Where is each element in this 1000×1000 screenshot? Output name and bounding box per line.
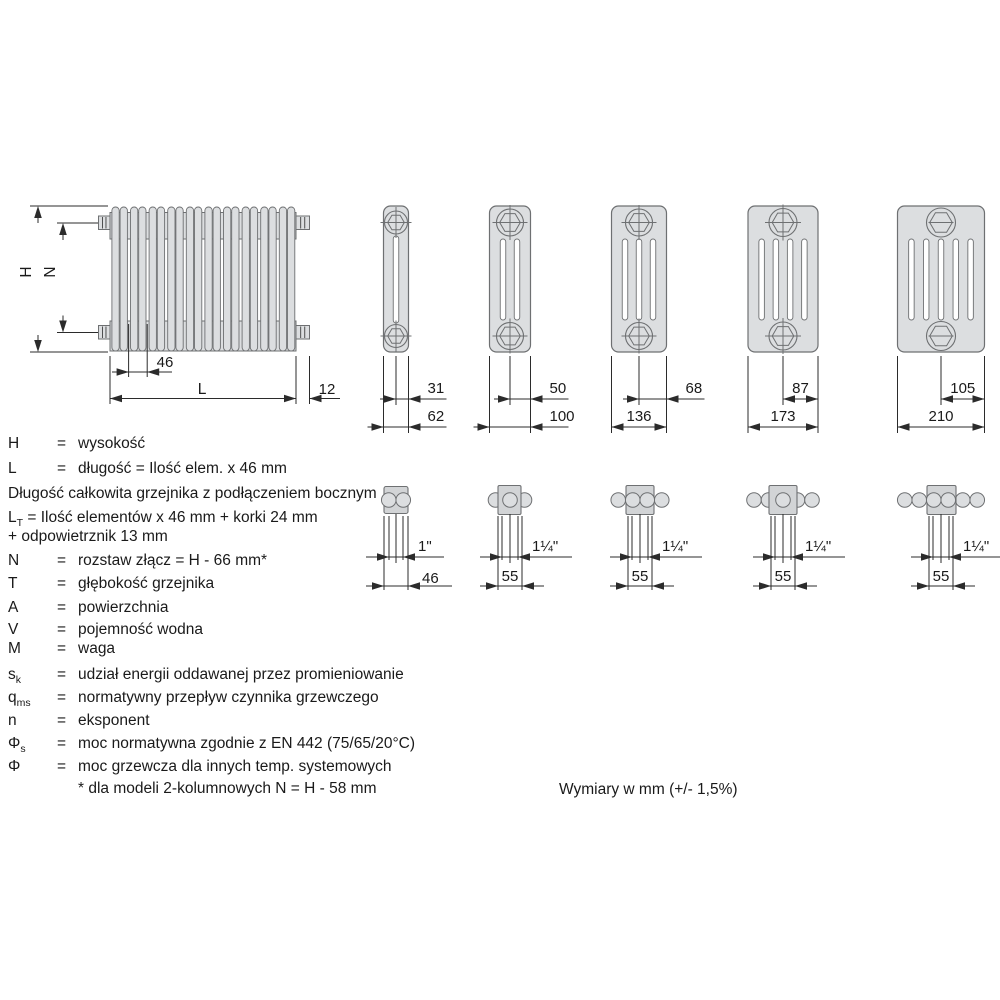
dim-label: 1¼" (963, 538, 990, 555)
dim-label: 46 (422, 570, 439, 587)
dim-label: H (18, 266, 35, 278)
legend-text: wysokość (78, 435, 146, 452)
legend-text: moc grzewcza dla innych temp. systemowych (78, 758, 392, 775)
legend-text: udział energii oddawanej przez promieniowanie (78, 666, 404, 683)
legend-symbol: M (8, 640, 21, 657)
legend-text: rozstaw złącz = H - 66 mm* (78, 552, 268, 569)
legend-text: eksponent (78, 712, 150, 729)
legend-equals: = (57, 435, 67, 452)
side-view-3-column-dimensions (474, 356, 575, 433)
legend-equals: = (57, 735, 67, 752)
top-view-5-column-dimensions (753, 514, 845, 590)
dim-label: 173 (770, 408, 796, 425)
front-end-offset-dimension (310, 356, 341, 404)
dim-label: 55 (774, 568, 792, 585)
legend-symbol: T (8, 575, 18, 592)
side-view-2-column (381, 206, 412, 352)
legend-symbol: $s_k$ (8, 666, 21, 687)
dim-label: 55 (501, 568, 519, 585)
dim-label: 31 (427, 380, 445, 397)
dim-label: 62 (427, 408, 445, 425)
legend-symbol: Φ (8, 758, 21, 775)
legend-symbol: $\Phi_s$ (8, 735, 26, 756)
dim-label: 87 (792, 380, 809, 397)
top-view-2-column-dimensions (366, 514, 452, 590)
dim-label: 1" (418, 538, 432, 555)
legend-equals: = (57, 599, 67, 616)
side-view-6-column (898, 206, 985, 352)
side-view-5-column-dimensions (748, 356, 818, 433)
legend-text: * dla modeli 2-kolumnowych N = H - 58 mm (78, 780, 377, 797)
dim-label: 12 (318, 381, 336, 398)
legend-equals: = (57, 575, 67, 592)
dim-label: 68 (685, 380, 703, 397)
dim-label: 1¼" (662, 538, 689, 555)
top-view-4-column (611, 486, 669, 515)
side-view-2-column-dimensions (368, 356, 447, 433)
dim-label: 105 (950, 380, 976, 397)
front-height-dimensions (18, 206, 108, 352)
dim-label: L (197, 381, 207, 398)
legend-text: waga (78, 640, 116, 657)
dim-label: 46 (156, 354, 174, 371)
legend-equals: = (57, 621, 67, 638)
legend-symbol: L (8, 460, 17, 477)
side-view-4-column-dimensions (612, 356, 705, 433)
side-view-3-column (490, 205, 531, 354)
side-view-4-column (612, 205, 667, 354)
top-view-5-column (747, 486, 820, 515)
legend-text: pojemność wodna (78, 621, 203, 638)
legend-equals: = (57, 712, 67, 729)
legend-text: Długość całkowita grzejnika z podłączeniem bocznym (8, 485, 377, 502)
top-view-6-column-dimensions (911, 514, 1000, 590)
legend-equals: = (57, 460, 67, 477)
legend-text: długość = Ilość elem. x 46 mm (78, 460, 287, 477)
legend-equals: = (57, 640, 67, 657)
legend-text: głębokość grzejnika (78, 575, 215, 592)
legend-equals: = (57, 758, 67, 775)
legend-equals: = (57, 552, 67, 569)
dim-label: 55 (631, 568, 649, 585)
legend-text: + odpowietrznik 13 mm (8, 528, 168, 545)
legend-symbol: $q_{ms}$ (8, 689, 31, 710)
dim-label: 50 (549, 380, 567, 397)
dim-label: 100 (549, 408, 575, 425)
legend-equals: = (57, 666, 67, 683)
top-view-4-column-dimensions (610, 514, 702, 590)
dim-label: N (42, 266, 59, 278)
legend-text: $L_T$ = Ilość elementów x 46 mm + korki 24 mm (8, 509, 318, 530)
dim-label: 210 (928, 408, 954, 425)
legend-symbol: H (8, 435, 20, 452)
legend-text: moc normatywna zgodnie z EN 442 (75/65/20°C) (78, 735, 416, 752)
legend-symbol: A (8, 599, 19, 616)
dim-label: 1¼" (532, 538, 559, 555)
dimensions-note: Wymiary w mm (+/- 1,5%) (559, 781, 738, 798)
front-length-dimension (110, 356, 296, 404)
legend-symbol: n (8, 712, 17, 729)
legend-symbol: V (8, 621, 19, 638)
legend-symbol: N (8, 552, 20, 569)
top-view-6-column (897, 486, 984, 515)
top-view-3-column-dimensions (480, 514, 572, 590)
side-view-5-column (748, 205, 818, 355)
dim-label: 55 (932, 568, 950, 585)
side-view-6-column-dimensions (898, 356, 985, 433)
legend-text: powierzchnia (78, 599, 169, 616)
top-view-2-column (381, 487, 410, 514)
radiator-front-view (99, 207, 310, 351)
dim-label: 136 (626, 408, 652, 425)
legend-equals: = (57, 689, 67, 706)
legend-text: normatywny przepływ czynnika grzewczego (78, 689, 379, 706)
dim-label: 1¼" (805, 538, 832, 555)
top-view-3-column (488, 486, 532, 515)
